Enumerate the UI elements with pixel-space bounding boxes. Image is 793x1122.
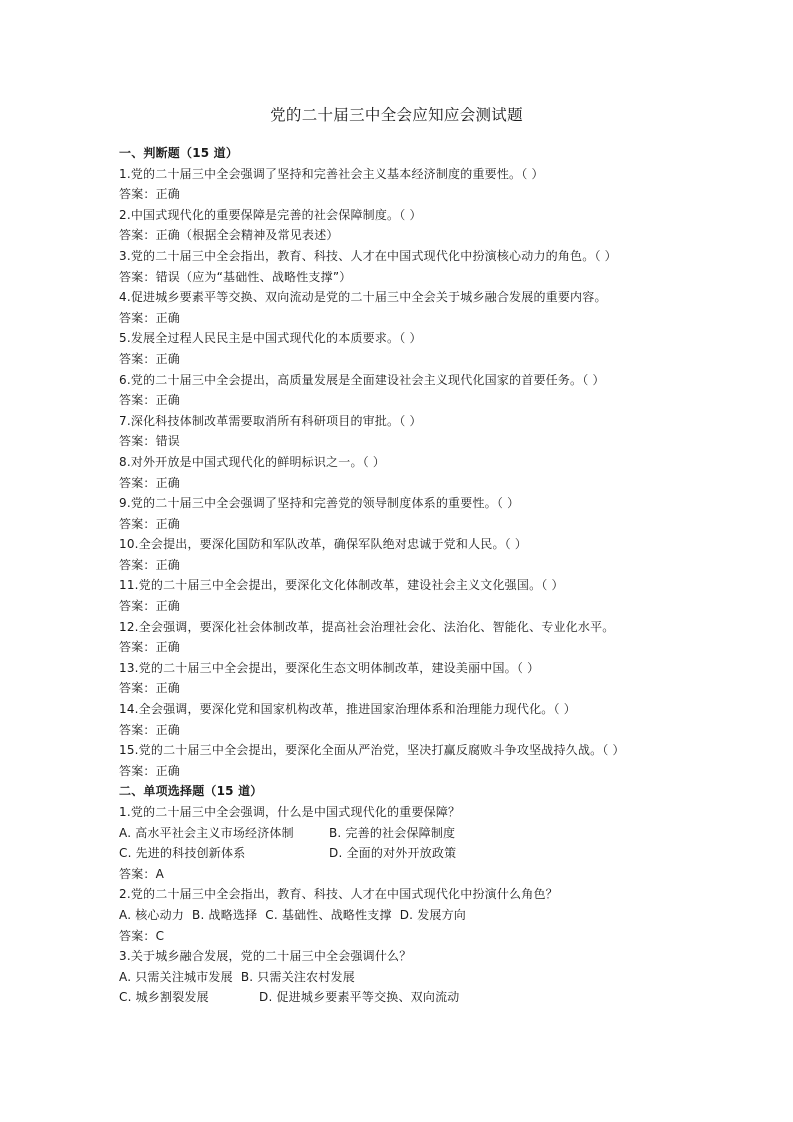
option-b: B. 完善的社会保障制度	[329, 825, 456, 840]
answer-text: 答案：正确	[119, 516, 181, 531]
option-row	[119, 967, 679, 988]
option-b: B. 战略选择	[192, 907, 258, 922]
choice-question-block	[119, 802, 679, 884]
answer-text: 答案：正确	[119, 557, 181, 572]
question-block	[119, 617, 679, 658]
answer-text: 答案：正确	[119, 763, 181, 778]
question-text: 9.党的二十届三中全会强调了坚持和完善党的领导制度体系的重要性。（ ）	[119, 496, 520, 511]
question-block	[119, 411, 679, 452]
document-body	[119, 143, 679, 1008]
question-text: 15.党的二十届三中全会提出，要深化全面从严治党，坚决打赢反腐败斗争攻坚战持久战。（ ）	[119, 743, 625, 758]
question-block	[119, 452, 679, 493]
answer-text: 答案：错误	[119, 434, 181, 449]
question-text: 2.党的二十届三中全会指出，教育、科技、人才在中国式现代化中扮演什么角色？	[119, 887, 558, 902]
option-row	[119, 843, 679, 864]
answer-text: 答案：正确	[119, 393, 181, 408]
answer-text: 答案：A	[119, 866, 165, 881]
answer-text: 答案：错误（应为“基础性、战略性支撑”）	[119, 269, 352, 284]
question-text: 14.全会强调，要深化党和国家机构改革，推进国家治理体系和治理能力现代化。（ ）	[119, 702, 576, 717]
answer-text: 答案：C	[119, 928, 165, 943]
question-text: 1.党的二十届三中全会强调了坚持和完善社会主义基本经济制度的重要性。（ ）	[119, 166, 544, 181]
option-b: B. 只需关注农村发展	[240, 969, 355, 984]
option-a: A. 只需关注城市发展	[119, 969, 233, 984]
question-text: 1.党的二十届三中全会强调，什么是中国式现代化的重要保障？	[119, 805, 461, 819]
option-row	[119, 905, 679, 926]
choice-question-block	[119, 884, 679, 946]
question-block	[119, 658, 679, 699]
option-d: D. 发展方向	[399, 907, 466, 922]
question-block	[119, 740, 679, 781]
question-text: 2.中国式现代化的重要保障是完善的社会保障制度。（ ）	[119, 207, 422, 222]
choice-question-block	[119, 946, 679, 1008]
question-block	[119, 534, 679, 575]
question-block	[119, 493, 679, 534]
option-d: D. 全面的对外开放政策	[329, 846, 457, 861]
answer-text: 答案：正确	[119, 310, 181, 325]
question-block	[119, 246, 679, 287]
question-text: 13.党的二十届三中全会提出，要深化生态文明体制改革，建设美丽中国。（ ）	[119, 660, 540, 675]
question-text: 3.党的二十届三中全会指出，教育、科技、人才在中国式现代化中扮演核心动力的角色。（ ）	[119, 248, 617, 263]
answer-text: 答案：正确	[119, 187, 181, 202]
option-d: D. 促进城乡要素平等交换、双向流动	[259, 990, 460, 1005]
option-c: C. 基础性、战略性支撑	[265, 907, 392, 922]
question-text: 3.关于城乡融合发展，党的二十届三中全会强调什么？	[119, 949, 412, 964]
question-text: 5.发展全过程人民民主是中国式现代化的本质要求。（ ）	[119, 331, 422, 346]
question-block	[119, 370, 679, 411]
question-text: 6.党的二十届三中全会提出，高质量发展是全面建设社会主义现代化国家的首要任务。（ ）	[119, 372, 605, 387]
question-block	[119, 287, 679, 328]
document-title: 党的二十届三中全会应知应会测试题	[270, 106, 523, 124]
option-c: C. 城乡割裂发展	[119, 990, 209, 1005]
question-text: 11.党的二十届三中全会提出，要深化文化体制改革，建设社会主义文化强国。（ ）	[119, 578, 564, 593]
question-block	[119, 205, 679, 246]
answer-text: 答案：正确	[119, 722, 181, 737]
question-text: 10.全会提出，要深化国防和军队改革，确保军队绝对忠诚于党和人民。（ ）	[119, 537, 528, 552]
answer-text: 答案：正确	[119, 599, 181, 614]
answer-text: 答案：正确	[119, 681, 181, 696]
answer-text: 答案：正确	[119, 351, 181, 366]
question-text: 12.全会强调，要深化社会体制改革，提高社会治理社会化、法治化、智能化、专业化水平。	[119, 619, 615, 634]
option-c: C. 先进的科技创新体系	[119, 846, 246, 861]
question-text: 8.对外开放是中国式现代化的鲜明标识之一。（ ）	[119, 454, 386, 469]
option-row	[119, 823, 679, 844]
answer-text: 答案：正确（根据全会精神及常见表述）	[119, 228, 339, 243]
option-a: A. 核心动力	[119, 907, 185, 922]
option-a: A. 高水平社会主义市场经济体制	[119, 825, 294, 840]
question-block	[119, 699, 679, 740]
answer-text: 答案：正确	[119, 475, 181, 490]
section-heading-true-false: 一、判断题（15 道）	[119, 146, 239, 160]
section-heading-single-choice: 二、单项选择题（15 道）	[119, 784, 263, 799]
question-text: 7.深化科技体制改革需要取消所有科研项目的审批。（ ）	[119, 413, 422, 428]
question-block	[119, 328, 679, 369]
question-block	[119, 575, 679, 616]
option-row	[119, 987, 679, 1008]
answer-text: 答案：正确	[119, 640, 181, 655]
question-block	[119, 164, 679, 205]
question-text: 4.促进城乡要素平等交换、双向流动是党的二十届三中全会关于城乡融合发展的重要内容。	[119, 290, 607, 305]
